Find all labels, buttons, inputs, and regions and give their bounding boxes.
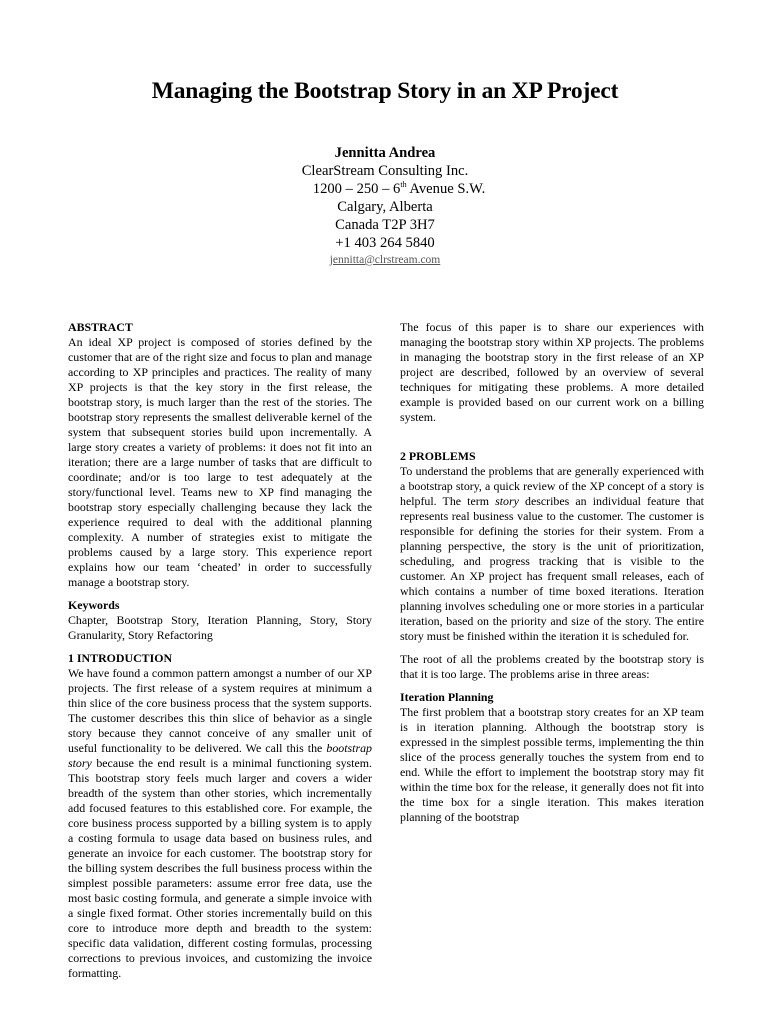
- introduction-paragraph-2: The focus of this paper is to share our experiences with managing the bootstrap story within XP projects. The problems in managing the bootstrap story in the first release of an XP project are described, followed by an overview of several techniques for mitigating these problems. A more detailed example is provided based on our current work on a billing system.: [400, 320, 704, 424]
- problems-heading: 2 PROBLEMS: [400, 449, 476, 463]
- abstract-heading: ABSTRACT: [68, 320, 133, 334]
- author-block: [0, 144, 770, 268]
- iteration-planning-heading: Iteration Planning: [400, 690, 494, 704]
- author-phone: +1 403 264 5840: [335, 235, 435, 251]
- paper-title: Managing the Bootstrap Story in an XP Project: [151, 78, 619, 104]
- right-column: [400, 320, 704, 833]
- keywords-text: Chapter, Bootstrap Story, Iteration Planning, Story, Story Granularity, Story Refactoring: [68, 613, 372, 642]
- author-name: Jennitta Andrea: [334, 145, 436, 161]
- iteration-planning-text: The first problem that a bootstrap story creates for an XP team is in iteration planning. Although the bootstrap story is expressed in the simplest possible terms, implementing the thin slice of the process generally touches the system from end to end. While the effort to implement the bootstrap story may fit within the time box for the release, it generally does not fit into the time box for a single iteration. This makes iteration planning of the bootstrap: [400, 705, 704, 824]
- problems-paragraph-2: The root of all the problems created by the bootstrap story is that it is too large. The problems arise in three areas:: [400, 652, 704, 681]
- street-name: Avenue S.W.: [406, 181, 486, 197]
- author-company: ClearStream Consulting Inc.: [301, 163, 469, 179]
- street-ordinal: th: [400, 180, 407, 190]
- problems-paragraph-1: To understand the problems that are generally experienced with a bootstrap story, a quick review of the XP concept of a story is helpful. The term story describes an individual feature that represents real business value to the customer. The customer is responsible for defining the stories for their system. From a planning perspective, the story is the unit of prioritization, scheduling, and progress tracking that is visible to the customer. An XP project has frequent small releases, each of which contains a number of time boxed iterations. Iteration planning involves scheduling one or more stories in a particular iteration, based on the priority and size of the story. The entire story must be finished within the iteration it is scheduled for.: [400, 464, 704, 643]
- author-email-link[interactable]: jennitta@clrstream.com: [329, 254, 441, 266]
- introduction-heading: 1 INTRODUCTION: [68, 651, 173, 665]
- street-number: 1200 – 250 – 6: [312, 181, 401, 197]
- introduction-paragraph-1: We have found a common pattern amongst a number of our XP projects. The first release of a system requires at minimum a thin slice of the core business process that the system supports. The customer describes this thin slice of behavior as a single story because they cannot conceive of any smaller unit of useful functionality to be delivered. We call this the bootstrap story because the end result is a minimal functioning system. This bootstrap story feels much larger and covers a wider breadth of the system than other stories, which incrementally add focused features to this established core. For example, the core business process supported by a billing system is to apply a costing formula to usage data based on business rules, and generate an invoice for each customer. The bootstrap story for the billing system describes the full business process within the simplest possible parameters: assume error free data, use the most basic costing formula, and generate a simple invoice with a single fixed format. Other stories incrementally build on this core to introduce more depth and breadth to the system: specific data validation, different costing formulas, processing corrections to previous invoices, and customizing the invoice formatting.: [68, 666, 372, 980]
- author-street: [14, 180, 770, 198]
- keywords-heading: Keywords: [68, 598, 120, 612]
- abstract-text: An ideal XP project is composed of stories defined by the customer that are of the right size and focus to plan and manage according to XP principles and practices. The reality of many XP projects is that the key story in the first release, the bootstrap story, is much larger than the rest of the stories. The bootstrap story represents the smallest deliverable kernel of the system that subsequent stories build upon incrementally. A large story creates a variety of problems: it does not fit into an iteration; there are a large number of tasks that are difficult to coordinate; and/or is too large to test adequately at the story/functional level. Teams new to XP find managing the bootstrap story especially challenging because they lack the experience required to deal with the additional planning complexity. A number of strategies exist to mitigate the problems caused by a large story. This experience report explains how our team ‘cheated’ in order to successfully manage a bootstrap story.: [68, 335, 372, 589]
- left-column: [68, 320, 372, 989]
- author-city: Calgary, Alberta: [337, 199, 433, 215]
- author-country: Canada T2P 3H7: [335, 217, 435, 233]
